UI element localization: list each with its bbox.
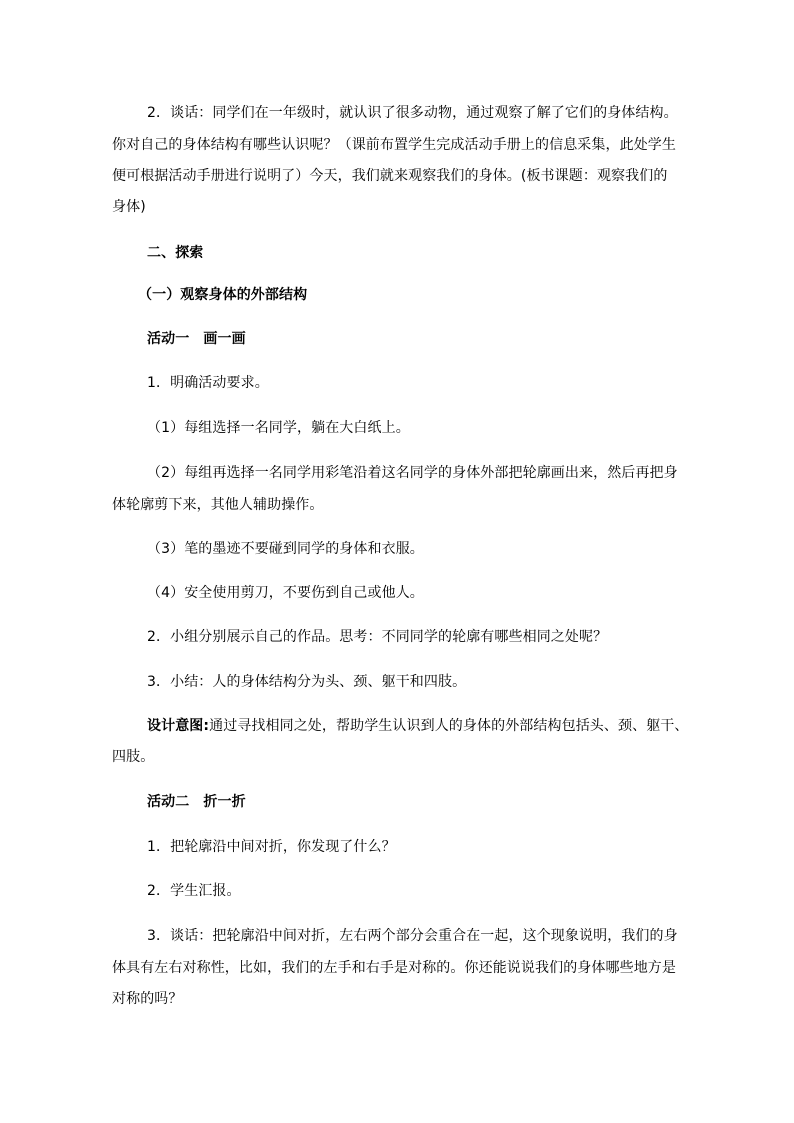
activity-one-step-3: 3．小结：人的身体结构分为头、颈、躯干和四肢。 (147, 674, 467, 690)
activity-one-step-2: 2．小组分别展示自己的作品。思考：不同同学的轮廓有哪些相同之处呢？ (147, 629, 608, 645)
intro-line-1: 2．谈话：同学们在一年级时，就认识了很多动物，通过观察了解了它们的身体结构。 (147, 105, 678, 121)
design-intent-line-2: 四肢。 (112, 749, 155, 765)
activity-one-requirement-1: （1）每组选择一名同学，躺在大白纸上。 (147, 420, 410, 436)
activity-two-title: 活动二 折一折 (147, 794, 246, 810)
activity-two-step-2: 2．学生汇报。 (147, 883, 241, 899)
intro-line-4: 身体) (112, 199, 146, 215)
design-intent-text: 通过寻找相同之处，帮助学生认识到人的身体的外部结构包括头、颈、躯干、 (209, 718, 689, 734)
activity-two-step-3-line-1: 3．谈话：把轮廓沿中间对折，左右两个部分会重合在一起，这个现象说明，我们的身 (147, 928, 678, 944)
activity-one-title: 活动一 画一画 (147, 331, 246, 347)
activity-one-requirement-4: （4）安全使用剪刀，不要伤到自己或他人。 (147, 585, 424, 601)
design-intent-label: 设计意图: (147, 718, 210, 734)
section-heading-explore: 二、探索 (147, 245, 204, 261)
intro-line-2: 你对自己的身体结构有哪些认识呢？（课前布置学生完成活动手册上的信息采集，此处学生 (112, 137, 676, 153)
activity-one-requirement-2-line-2: 体轮廓剪下来，其他人辅助操作。 (112, 497, 324, 513)
subsection-heading-external-structure: （一）观察身体的外部结构 (138, 287, 308, 303)
intro-line-3: 便可根据活动手册进行说明了）今天，我们就来观察我们的身体。(板书课题：观察我们的 (112, 168, 668, 184)
activity-two-step-1: 1．把轮廓沿中间对折，你发现了什么？ (147, 839, 396, 855)
activity-one-step-1: 1．明确活动要求。 (147, 375, 269, 391)
activity-one-requirement-3: （3）笔的墨迹不要碰到同学的身体和衣服。 (147, 541, 424, 557)
activity-two-step-3-line-3: 对称的吗？ (112, 991, 183, 1007)
activity-one-requirement-2-line-1: （2）每组再选择一名同学用彩笔沿着这名同学的身体外部把轮廓画出来，然后再把身 (147, 465, 678, 481)
activity-two-step-3-line-2: 体具有左右对称性，比如，我们的左手和右手是对称的。你还能说说我们的身体哪些地方是 (112, 960, 676, 976)
design-intent-line-1 (147, 711, 713, 743)
